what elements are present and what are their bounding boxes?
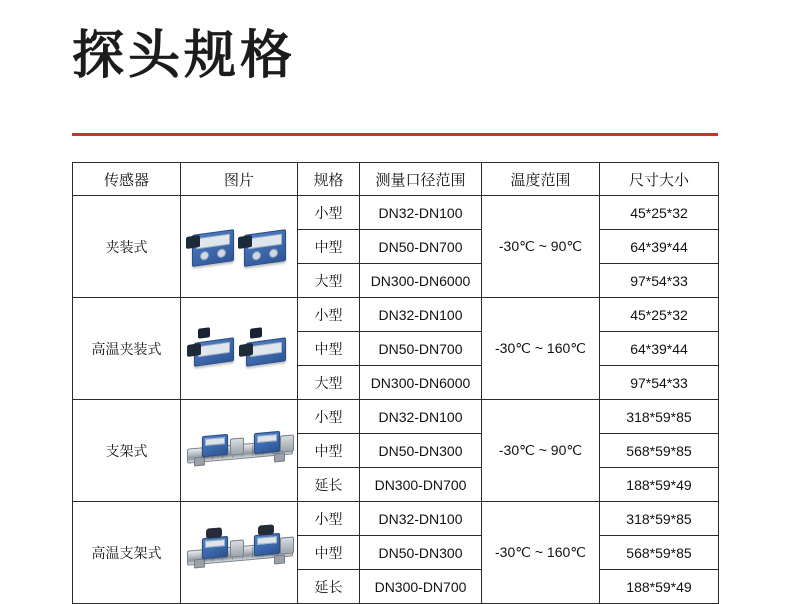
sensor-image-cell	[181, 502, 298, 604]
spec-size-cell: 小型	[298, 400, 360, 434]
spec-dimension-cell: 97*54*33	[600, 366, 719, 400]
column-header-spec: 规格	[298, 163, 360, 196]
spec-range-cell: DN300-DN700	[360, 468, 482, 502]
temperature-cell: -30℃ ~ 160℃	[482, 298, 600, 400]
spec-range-cell: DN32-DN100	[360, 502, 482, 536]
spec-size-cell: 中型	[298, 230, 360, 264]
column-header-dimensions: 尺寸大小	[600, 163, 719, 196]
spec-size-cell: 小型	[298, 196, 360, 230]
spec-range-cell: DN32-DN100	[360, 298, 482, 332]
sensor-image-cell	[181, 298, 298, 400]
sensor-name-cell: 支架式	[73, 400, 181, 502]
spec-range-cell: DN32-DN100	[360, 400, 482, 434]
spec-size-cell: 中型	[298, 434, 360, 468]
title-divider	[72, 133, 718, 136]
spec-dimension-cell: 188*59*49	[600, 468, 719, 502]
spec-dimension-cell: 45*25*32	[600, 298, 719, 332]
spec-size-cell: 中型	[298, 332, 360, 366]
spec-range-cell: DN50-DN700	[360, 332, 482, 366]
sensor-name-cell: 夹装式	[73, 196, 181, 298]
spec-range-cell: DN300-DN6000	[360, 366, 482, 400]
spec-size-cell: 延长	[298, 570, 360, 604]
table-row	[73, 502, 719, 536]
spec-size-cell: 大型	[298, 366, 360, 400]
high-temp-clamp-on-sensor-pair-icon	[184, 318, 294, 380]
spec-dimension-cell: 318*59*85	[600, 400, 719, 434]
spec-dimension-cell: 45*25*32	[600, 196, 719, 230]
table-body	[73, 196, 719, 604]
column-header-diameter-range: 测量口径范围	[360, 163, 482, 196]
spec-range-cell: DN50-DN300	[360, 536, 482, 570]
sensor-name-cell: 高温支架式	[73, 502, 181, 604]
spec-size-cell: 中型	[298, 536, 360, 570]
spec-range-cell: DN300-DN6000	[360, 264, 482, 298]
table-row	[73, 400, 719, 434]
spec-dimension-cell: 318*59*85	[600, 502, 719, 536]
spec-size-cell: 大型	[298, 264, 360, 298]
column-header-temperature-range: 温度范围	[482, 163, 600, 196]
spec-dimension-cell: 568*59*85	[600, 434, 719, 468]
sensor-image-cell	[181, 400, 298, 502]
clamp-on-sensor-pair-icon	[184, 216, 294, 278]
spec-range-cell: DN300-DN700	[360, 570, 482, 604]
sensor-name-cell: 高温夹装式	[73, 298, 181, 400]
column-header-image: 图片	[181, 163, 298, 196]
spec-size-cell: 延长	[298, 468, 360, 502]
temperature-cell: -30℃ ~ 90℃	[482, 400, 600, 502]
table-row	[73, 196, 719, 230]
temperature-cell: -30℃ ~ 90℃	[482, 196, 600, 298]
spec-size-cell: 小型	[298, 502, 360, 536]
spec-dimension-cell: 188*59*49	[600, 570, 719, 604]
column-header-sensor: 传感器	[73, 163, 181, 196]
table-header-row	[73, 163, 719, 196]
temperature-cell: -30℃ ~ 160℃	[482, 502, 600, 604]
spec-size-cell: 小型	[298, 298, 360, 332]
spec-dimension-cell: 64*39*44	[600, 332, 719, 366]
table-header	[73, 163, 719, 196]
spec-dimension-cell: 97*54*33	[600, 264, 719, 298]
sensor-image-cell	[181, 196, 298, 298]
high-temp-bracket-rail-sensor-icon	[184, 522, 294, 584]
table-row	[73, 298, 719, 332]
probe-spec-table	[72, 162, 719, 604]
spec-range-cell: DN50-DN300	[360, 434, 482, 468]
spec-range-cell: DN50-DN700	[360, 230, 482, 264]
spec-dimension-cell: 568*59*85	[600, 536, 719, 570]
spec-dimension-cell: 64*39*44	[600, 230, 719, 264]
page-title: 探头规格	[72, 27, 297, 85]
bracket-rail-sensor-icon	[184, 420, 294, 482]
spec-range-cell: DN32-DN100	[360, 196, 482, 230]
